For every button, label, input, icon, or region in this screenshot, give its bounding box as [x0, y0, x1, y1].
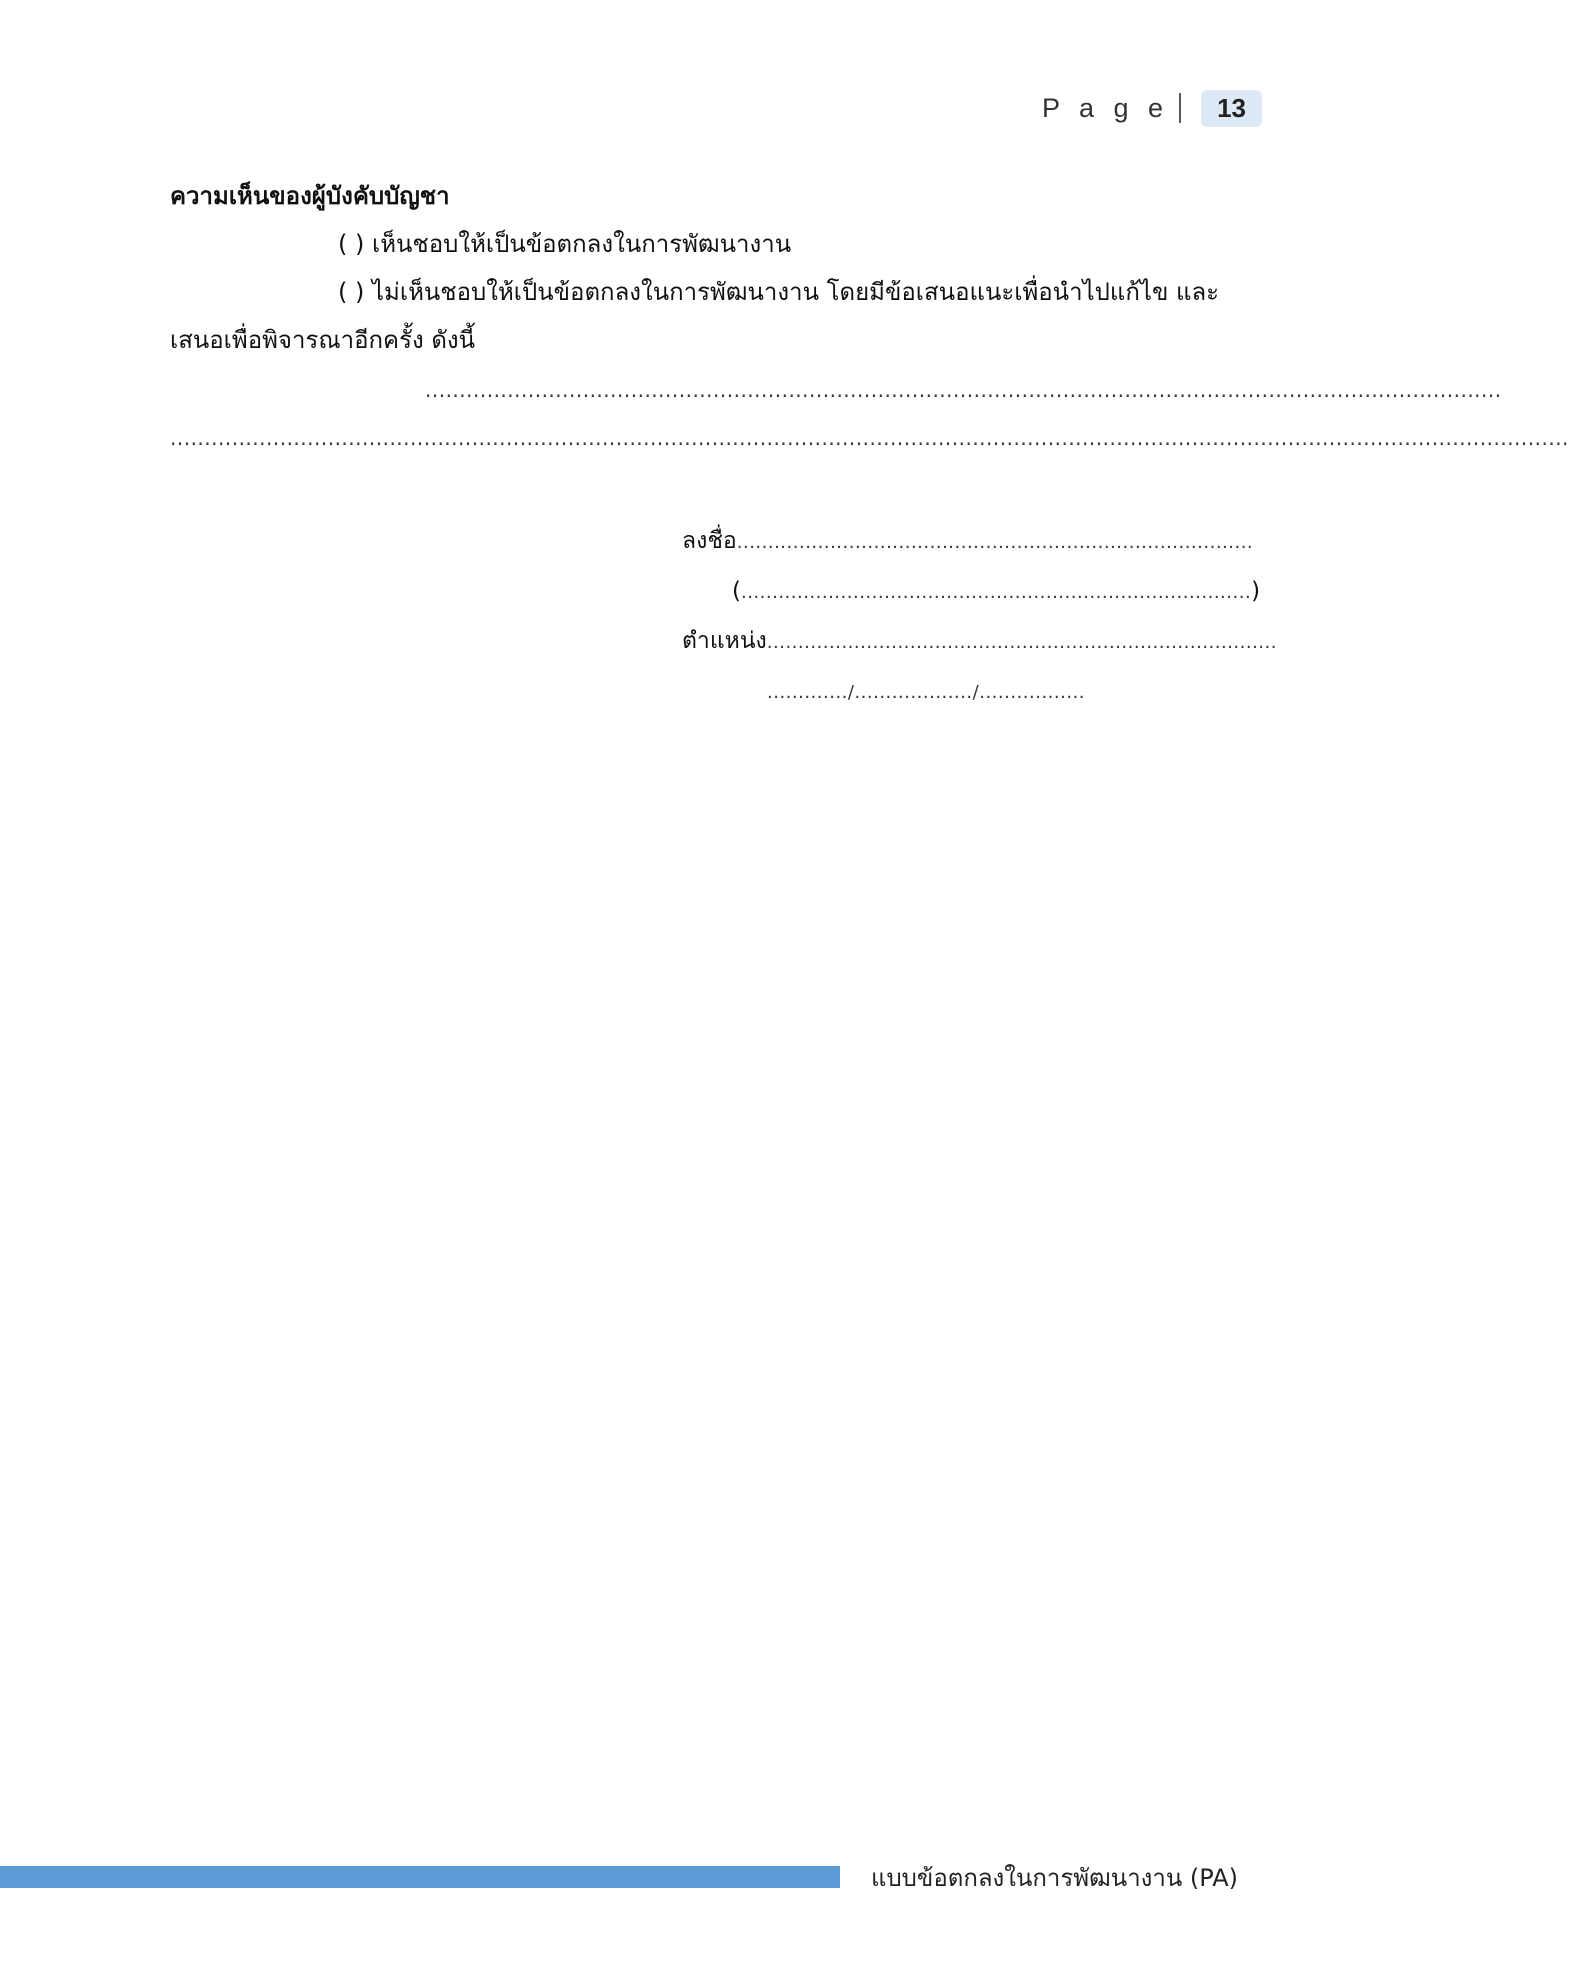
name-close-paren: ) — [1251, 578, 1261, 604]
name-open-paren: ( — [732, 578, 741, 604]
option-disagree-continuation: เสนอเพื่อพิจารณาอีกครั้ง ดังนี้ — [170, 326, 476, 354]
page-label: P a g e — [1042, 92, 1170, 123]
comment-line-2: ............................................................................................................................................................................................................ — [170, 426, 1569, 450]
signature-block — [682, 516, 1277, 716]
sign-row — [682, 516, 1254, 566]
sign-label: ลงชื่อ — [682, 528, 737, 554]
position-row — [682, 616, 1277, 666]
page-number: 13 — [1201, 90, 1262, 127]
name-line: .................................................................................. — [740, 582, 1252, 603]
comment-line-1: ............................................................................................................................................................. — [425, 378, 1502, 402]
footer-title: แบบข้อตกลงในการพัฒนางาน (PA) — [870, 1864, 1238, 1892]
page-header — [1042, 86, 1262, 130]
option-disagree: ( ) ไม่เห็นชอบให้เป็นข้อตกลงในการพัฒนางาน โดยมีข้อเสนอแนะเพื่อนำไปแก้ไข และ — [338, 278, 1220, 306]
position-label: ตำแหน่ง — [682, 628, 767, 654]
name-row — [682, 566, 1261, 616]
sign-line: ................................................................................... — [736, 532, 1254, 553]
position-line: .................................................................................. — [766, 632, 1277, 653]
option-agree: ( ) เห็นชอบให้เป็นข้อตกลงในการพัฒนางาน — [338, 230, 792, 258]
footer-bar — [0, 1866, 840, 1888]
page-separator — [1179, 93, 1181, 123]
section-heading: ความเห็นของผู้บังคับบัญชา — [170, 182, 450, 210]
date-row — [682, 666, 1202, 716]
supervisor-opinion-section — [170, 172, 1569, 462]
date-line: ............./.................../................. — [767, 682, 1085, 703]
